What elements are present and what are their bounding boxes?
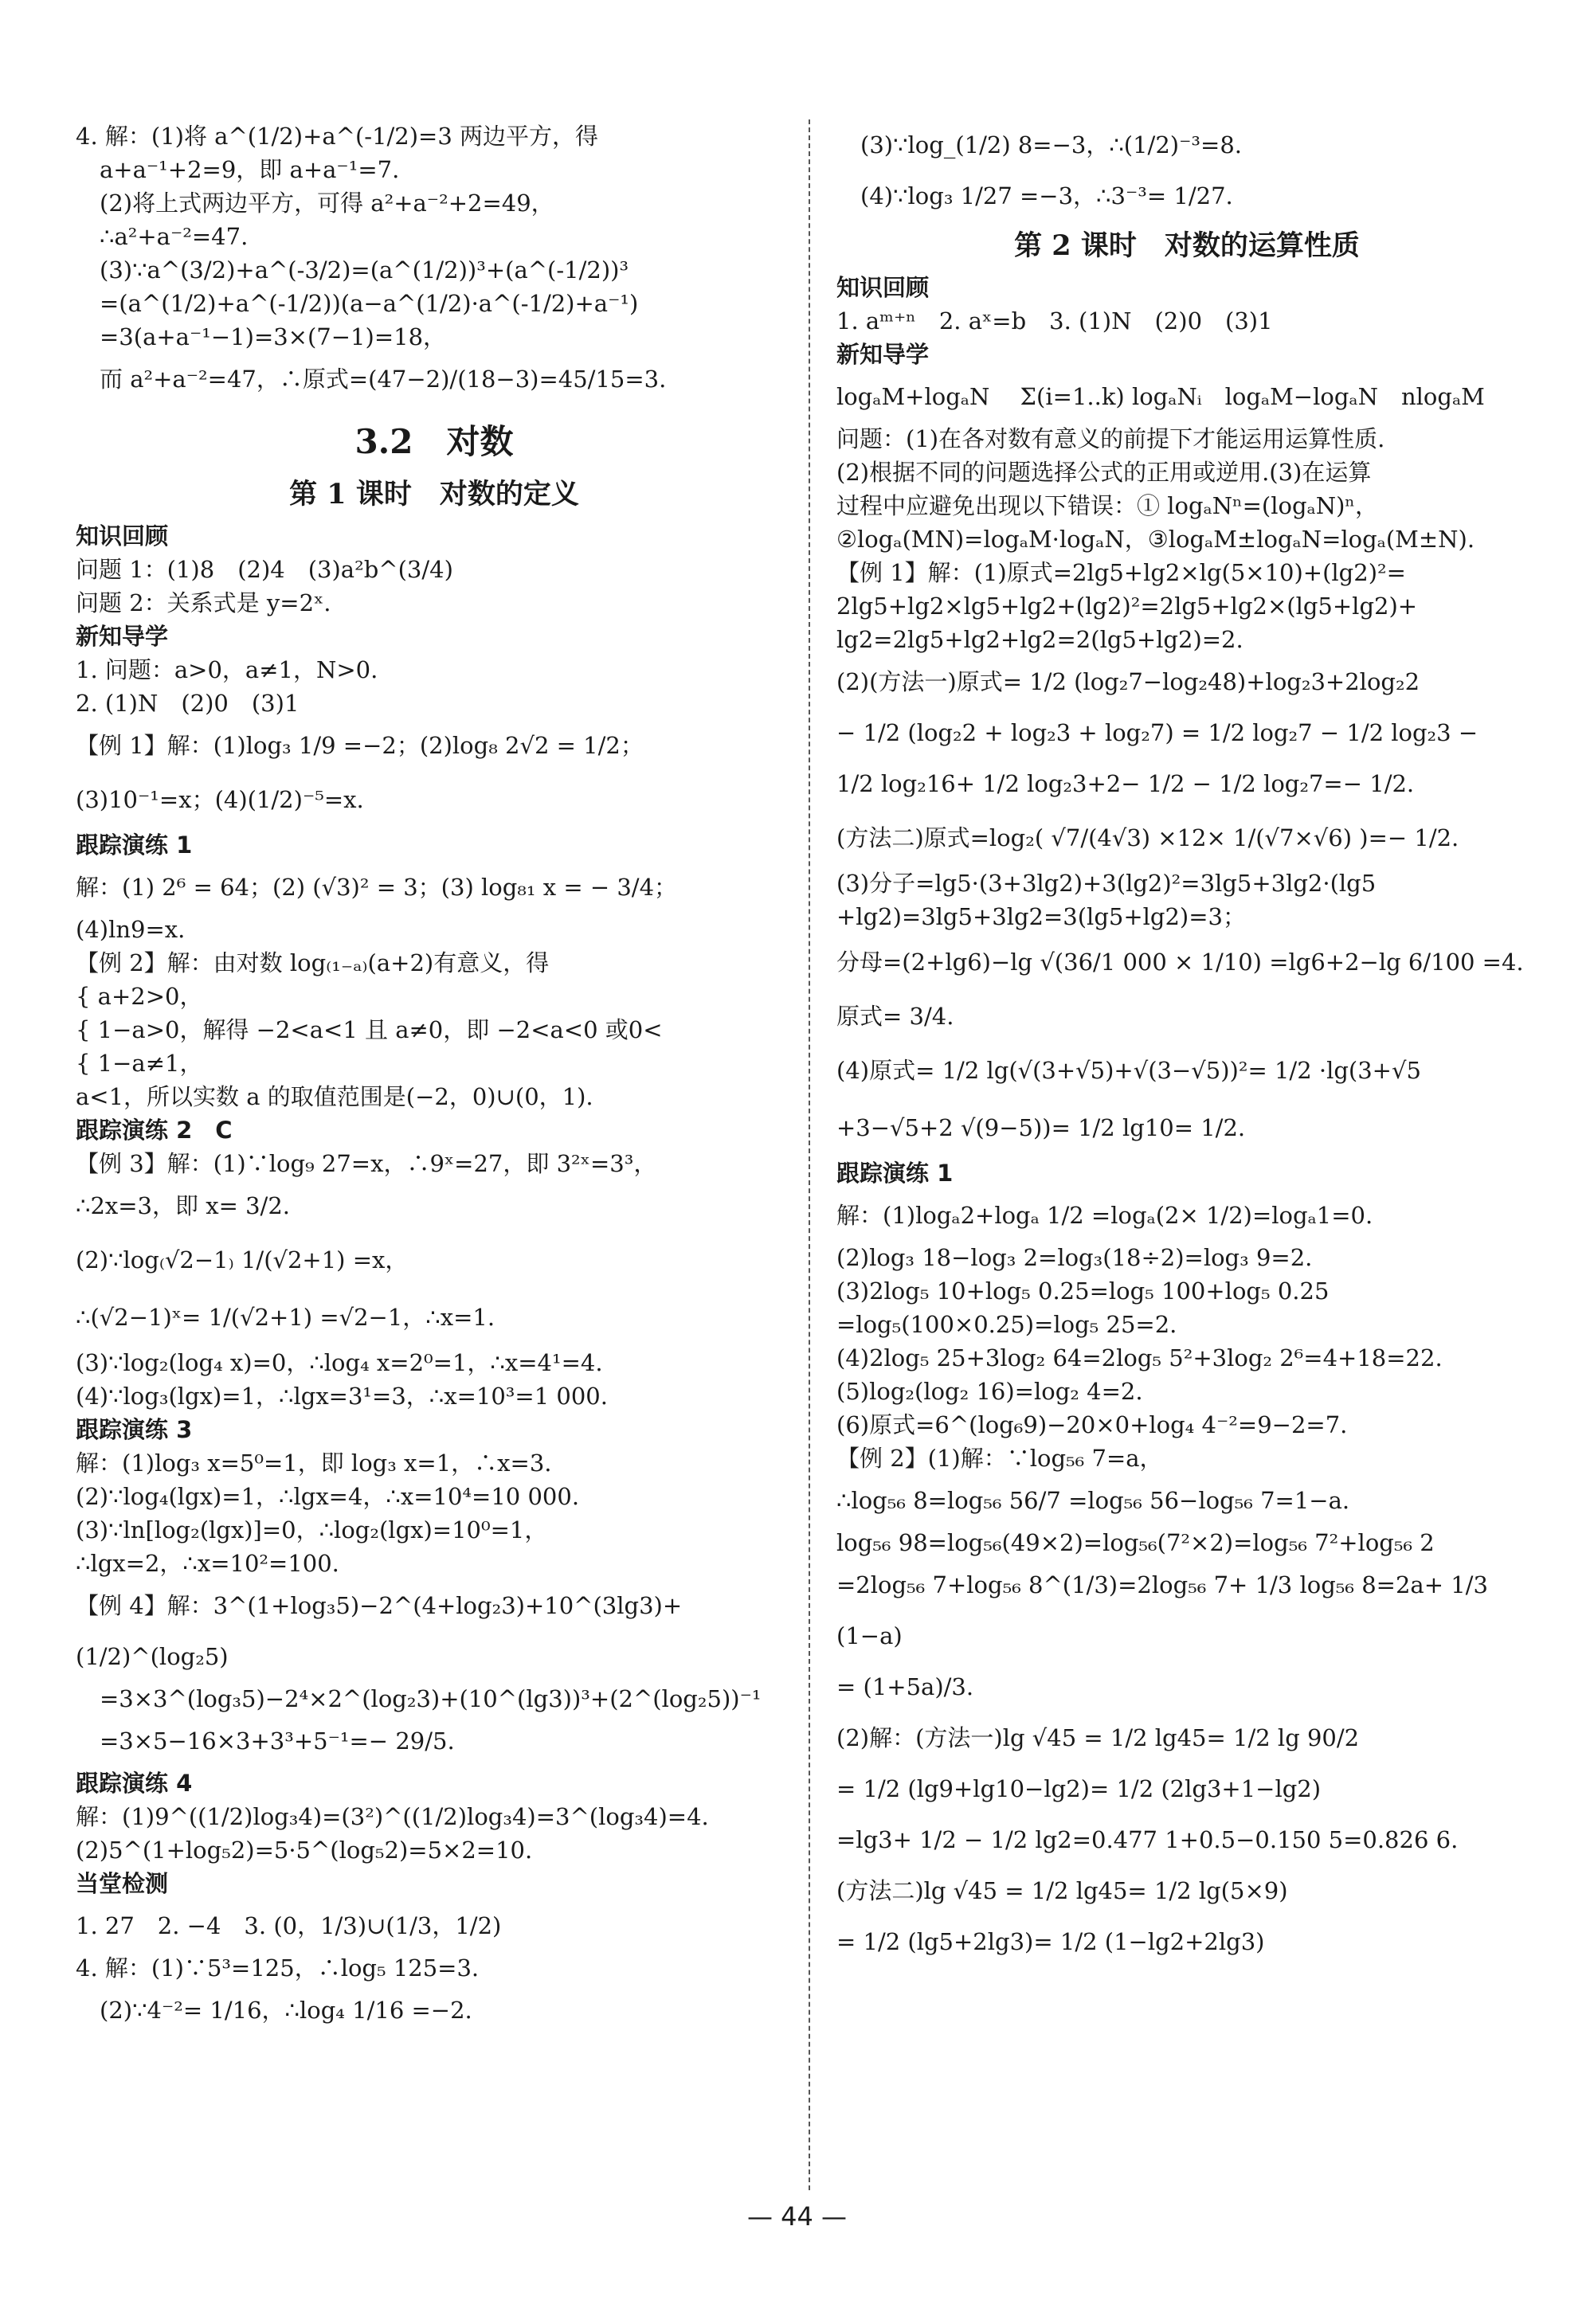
text-line: = (1+5a)/3.	[836, 1673, 974, 1700]
text-line: 过程中应避免出现以下错误：① logₐNⁿ=(logₐN)ⁿ，	[836, 492, 1378, 519]
text-line: (3)分子=lg5·(3+3lg2)+3(lg2)²=3lg5+3lg2·(lg5	[836, 870, 1377, 897]
text-line: 1. aᵐ⁺ⁿ 2. aˣ=b 3. (1)N (2)0 (3)1	[836, 307, 1273, 335]
section-heading: 新知导学	[76, 623, 169, 650]
text-line: ∴2x=3，即 x= 3/2.	[76, 1192, 290, 1219]
text-line: 原式= 3/4.	[836, 1003, 954, 1030]
text-line: 1/2 log₂16+ 1/2 log₂3+2− 1/2 − 1/2 log₂7=− 1/2.	[836, 770, 1415, 797]
text-line: =2log₅₆ 7+log₅₆ 8^(1/3)=2log₅₆ 7+ 1/3 log₅₆ 8=2a+ 1/3 (1−a)	[836, 1571, 1496, 1649]
text-line: 解：(1)logₐ2+logₐ 1/2 =logₐ(2× 1/2)=logₐ1=0.	[836, 1202, 1373, 1229]
text-line: (4)2log₅ 25+3log₂ 64=2log₅ 5²+3log₂ 2⁶=4+18=22.	[836, 1344, 1443, 1371]
text-line: 4. 解：(1)∵5³=125，∴log₅ 125=3.	[76, 1954, 480, 1982]
text-line: (3)2log₅ 10+log₅ 0.25=log₅ 100+log₅ 0.25	[836, 1277, 1330, 1305]
text-line: log₅₆ 98=log₅₆(49×2)=log₅₆(7²×2)=log₅₆ 7²+log₅₆ 2	[836, 1529, 1435, 1556]
text-line: ∴log₅₆ 8=log₅₆ 56/7 =log₅₆ 56−log₅₆ 7=1−a.	[836, 1487, 1350, 1514]
text-line: (3)∵a^(3/2)+a^(-3/2)=(a^(1/2))³+(a^(-1/2))³	[100, 256, 629, 284]
text-line: (2)∵log₄(lgx)=1，∴lgx=4，∴x=10⁴=10 000.	[76, 1483, 580, 1510]
text-line: =3×3^(log₃5)−2⁴×2^(log₂3)+(10^(lg3))³+(2^(log₂5))⁻¹	[100, 1685, 762, 1712]
text-line: +3−√5+2 √(9−5))= 1/2 lg10= 1/2.	[836, 1114, 1246, 1141]
text-line: 【例 2】解：由对数 log₍₁₋ₐ₎(a+2)有意义，得	[76, 949, 550, 976]
text-line: = 1/2 (lg9+lg10−lg2)= 1/2 (2lg3+1−lg2)	[836, 1775, 1322, 1802]
left-column	[76, 119, 793, 2036]
text-line: (2)5^(1+log₅2)=5·5^(log₅2)=5×2=10.	[76, 1837, 533, 1864]
text-line: 问题：(1)在各对数有意义的前提下才能运用运算性质.	[836, 425, 1385, 452]
text-line: 解：(1)9^((1/2)log₃4)=(3²)^((1/2)log₃4)=3^(log₃4)=4.	[76, 1803, 709, 1830]
text-line: (4)原式= 1/2 lg(√(3+√5)+√(3−√5))²= 1/2 ·lg(3+√5	[836, 1057, 1421, 1084]
text-line: (6)原式=6^(log₆9)−20×0+log₄ 4⁻²=9−2=7.	[836, 1411, 1348, 1438]
text-line: { 1−a≠1，	[76, 1050, 203, 1077]
text-line: +lg2)=3lg5+3lg2=3(lg5+lg2)=3；	[836, 903, 1246, 930]
text-line: (2)(方法一)原式= 1/2 (log₂7−log₂48)+log₂3+2log₂2	[836, 668, 1420, 695]
text-line: 【例 4】解：3^(1+log₃5)−2^(4+log₂3)+10^(3lg3)+(1/2)^(log₂5)	[76, 1592, 683, 1670]
text-line: 1. 问题：a>0，a≠1，N>0.	[76, 656, 378, 683]
section-heading: 跟踪演练 4	[76, 1770, 193, 1797]
text-line: 而 a²+a⁻²=47，∴原式=(47−2)/(18−3)=45/15=3.	[100, 366, 667, 393]
text-line: (3)10⁻¹=x；(4)(1/2)⁻⁵=x.	[76, 786, 364, 813]
text-line: { a+2>0，	[76, 983, 203, 1010]
text-line: lg2=2lg5+lg2+lg2=2(lg5+lg2)=2.	[836, 626, 1243, 653]
page-number: — 44 —	[746, 2201, 848, 2232]
section-heading: 知识回顾	[76, 522, 169, 550]
text-line: 解：(1) 2⁶ = 64；(2) (√3)² = 3；(3) log₈₁ x = − 3/4；	[76, 874, 678, 901]
text-line: 【例 1】解：(1)原式=2lg5+lg2×lg(5×10)+(lg2)²=	[836, 559, 1406, 586]
text-line: 分母=(2+lg6)−lg √(36/1 000 × 1/10) =lg6+2−lg 6/100 =4.	[836, 949, 1524, 976]
text-line: (方法二)原式=log₂( √7/(4√3) ×12× 1/(√7×√6) )=− 1/2.	[836, 824, 1459, 851]
text-line: ∴(√2−1)ˣ= 1/(√2+1) =√2−1，∴x=1.	[76, 1304, 495, 1331]
text-line: ∴a²+a⁻²=47.	[100, 223, 249, 250]
section-heading: 当堂检测	[76, 1870, 169, 1897]
text-line: (2)将上式两边平方，可得 a²+a⁻²+2=49，	[100, 190, 554, 217]
text-line: =3(a+a⁻¹−1)=3×(7−1)=18，	[100, 323, 447, 350]
text-line: =lg3+ 1/2 − 1/2 lg2=0.477 1+0.5−0.150 5=0.826 6.	[836, 1826, 1459, 1853]
text-line: (2)∵4⁻²= 1/16，∴log₄ 1/16 =−2.	[100, 1997, 472, 2024]
text-line: (4)ln9=x.	[76, 916, 186, 943]
text-line: (2)∵log₍√2−1₎ 1/(√2+1) =x，	[76, 1246, 409, 1274]
text-line: ∴lgx=2，∴x=10²=100.	[76, 1550, 339, 1577]
text-line: (4)∵log₃ 1/27 =−3，∴3⁻³= 1/27.	[860, 182, 1233, 209]
section-heading: 跟踪演练 1	[76, 831, 193, 859]
text-line: (3)∵log_(1/2) 8=−3，∴(1/2)⁻³=8.	[860, 131, 1242, 158]
text-line: 【例 1】解：(1)log₃ 1/9 =−2；(2)log₈ 2√2 = 1/2；	[76, 732, 644, 759]
text-line: =(a^(1/2)+a^(-1/2))(a−a^(1/2)·a^(-1/2)+a⁻¹)	[100, 290, 639, 317]
text-line: (5)log₂(log₂ 16)=log₂ 4=2.	[836, 1378, 1143, 1405]
text-line: { 1−a>0，解得 −2<a<1 且 a≠0，即 −2<a<0 或0<	[76, 1016, 663, 1043]
text-line: ②logₐ(MN)=logₐM·logₐN，③logₐM±logₐN=logₐ(M±N).	[836, 526, 1475, 553]
text-line: = 1/2 (lg5+2lg3)= 1/2 (1−lg2+2lg3)	[836, 1928, 1265, 1955]
text-line: logₐM+logₐN Σ(i=1..k) logₐNᵢ logₐM−logₐN nlogₐM	[836, 383, 1485, 410]
text-line: 解：(1)log₃ x=5⁰=1，即 log₃ x=1，∴x=3.	[76, 1450, 552, 1477]
text-line: (3)∵ln[log₂(lgx)]=0，∴log₂(lgx)=10⁰=1，	[76, 1516, 548, 1543]
text-line: =3×5−16×3+3³+5⁻¹=− 29/5.	[100, 1727, 455, 1755]
text-line: 问题 2：关系式是 y=2ˣ.	[76, 589, 331, 616]
text-line: (2)解：(方法一)lg √45 = 1/2 lg45= 1/2 lg 90/2	[836, 1724, 1360, 1751]
text-line: 2lg5+lg2×lg5+lg2+(lg2)²=2lg5+lg2×(lg5+lg2)+	[836, 593, 1418, 620]
section-heading: 3.2 对数	[354, 422, 514, 461]
section-heading: 跟踪演练 1	[836, 1160, 954, 1187]
text-line: (2)根据不同的问题选择公式的正用或逆用.(3)在运算	[836, 459, 1372, 486]
section-heading: 新知导学	[836, 341, 930, 368]
text-line: (方法二)lg √45 = 1/2 lg45= 1/2 lg(5×9)	[836, 1877, 1288, 1904]
column-divider	[809, 119, 810, 2190]
text-line: a<1，所以实数 a 的取值范围是(−2，0)∪(0，1).	[76, 1083, 593, 1110]
text-line: − 1/2 (log₂2 + log₂3 + log₂7) = 1/2 log₂7 − 1/2 log₂3 −	[836, 719, 1478, 746]
text-line: a+a⁻¹+2=9，即 a+a⁻¹=7.	[100, 156, 400, 183]
section-heading: 第 1 课时 对数的定义	[289, 478, 579, 511]
text-line: 【例 2】(1)解：∵log₅₆ 7=a，	[836, 1445, 1163, 1472]
text-line: 【例 3】解：(1)∵log₉ 27=x，∴9ˣ=27，即 3²ˣ=3³，	[76, 1150, 657, 1177]
text-line: 2. (1)N (2)0 (3)1	[76, 690, 300, 717]
section-heading: 跟踪演练 3	[76, 1416, 193, 1443]
section-heading: 第 2 课时 对数的运算性质	[1014, 229, 1360, 262]
text-line: (4)∵log₃(lgx)=1，∴lgx=3¹=3，∴x=10³=1 000.	[76, 1383, 608, 1410]
text-line: =log₅(100×0.25)=log₅ 25=2.	[836, 1311, 1177, 1338]
text-line: (3)∵log₂(log₄ x)=0，∴log₄ x=2⁰=1，∴x=4¹=4.	[76, 1349, 603, 1376]
text-line: (2)log₃ 18−log₃ 2=log₃(18÷2)=log₃ 9=2.	[836, 1244, 1313, 1271]
text-line: 问题 1：(1)8 (2)4 (3)a²b^(3/4)	[76, 556, 453, 583]
right-column	[836, 119, 1537, 1967]
section-heading: 知识回顾	[836, 274, 930, 301]
text-line: 4. 解：(1)将 a^(1/2)+a^(-1/2)=3 两边平方，得	[76, 123, 599, 150]
text-line: 1. 27 2. −4 3. (0，1/3)∪(1/3，1/2)	[76, 1912, 502, 1939]
section-heading: 跟踪演练 2 C	[76, 1117, 233, 1144]
